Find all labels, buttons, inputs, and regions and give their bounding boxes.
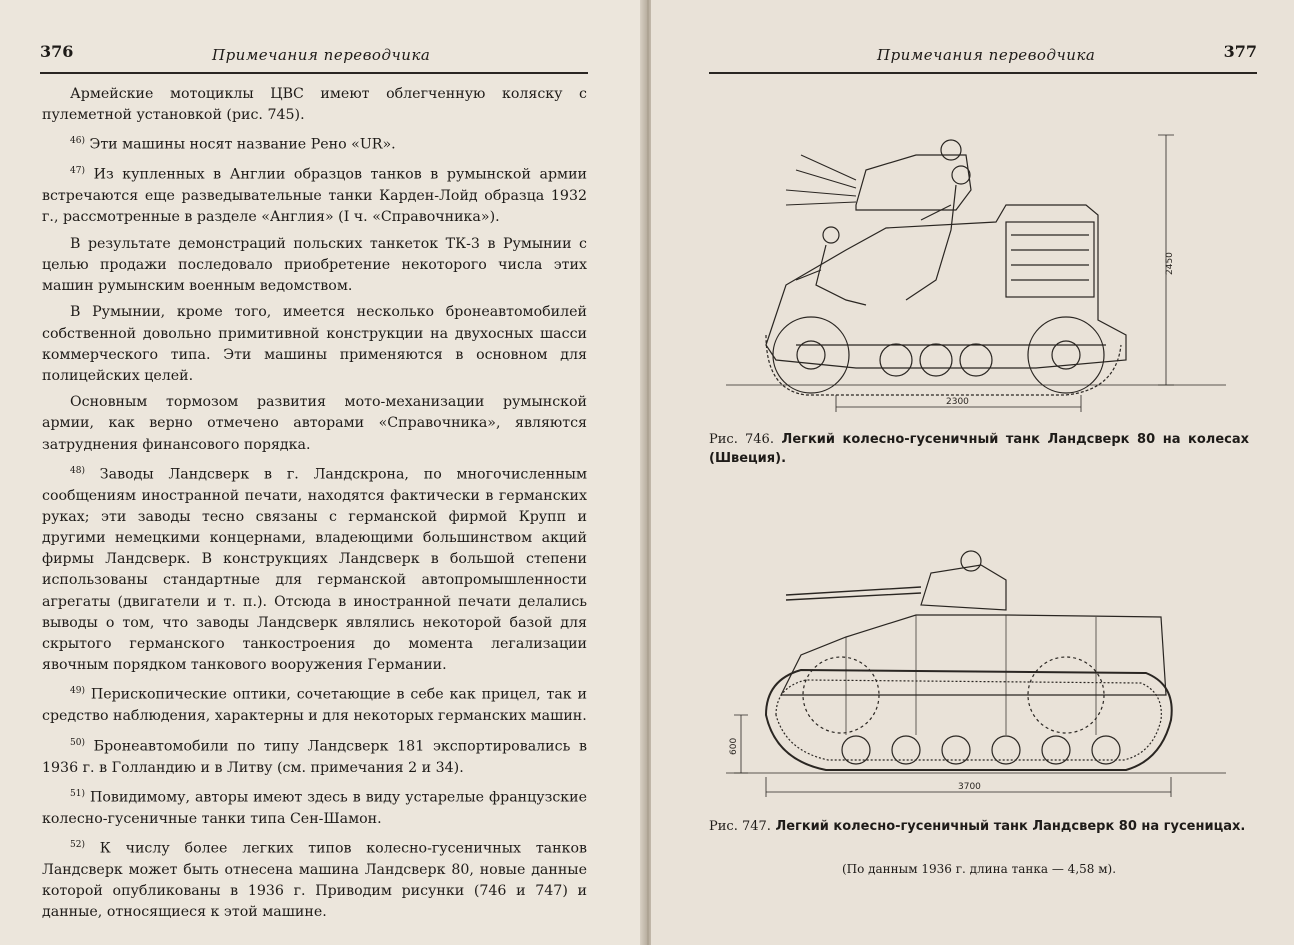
footnote-marker: 46) — [70, 136, 85, 147]
left-page — [0, 0, 645, 945]
paragraph — [42, 302, 587, 387]
footnote-marker: 50) — [70, 737, 85, 748]
figure-746-length-label: 2300 — [946, 397, 969, 407]
paragraph — [42, 784, 587, 830]
paragraph-text: Бронеавтомобили по типу Ландсверк 181 экспортировались в 1936 г. в Голландию и в Литву (см. примечания 2 и 34). — [42, 738, 587, 776]
paragraph — [42, 835, 587, 924]
figure-746-number: Рис. 746. — [709, 432, 774, 447]
left-page-body — [42, 84, 587, 928]
footnote-marker: 51) — [70, 788, 85, 799]
paragraph-text: В результате демонстраций польских танкеток ТК-3 в Румынии с целью продажи последовало приобретение некоторого числа этих машин румынским военным ведомством. — [42, 235, 587, 295]
paragraph-text: В Румынии, кроме того, имеется несколько бронеавтомобилей собственной довольно примитивной конструкции на двухосных шасси коммерческого типа. Эти машины применяются в основном для полицейских целей. — [42, 304, 587, 384]
footnote-marker: 47) — [70, 166, 85, 177]
figure-746-height-label: 2450 — [1165, 252, 1175, 275]
paragraph — [42, 131, 587, 156]
figure-747-drawing — [706, 545, 1246, 810]
figure-747-note: (По данным 1936 г. длина танка — 4,58 м). — [841, 862, 1117, 876]
right-page-header — [709, 42, 1257, 74]
paragraph-text: Основным тормозом развития мото-механизации румынской армии, как верно отмечено авторами «Справочника», являются затруднения финансового порядка. — [42, 394, 587, 453]
paragraph — [42, 733, 587, 779]
figure-746-caption-text: Легкий колесно-гусеничный танк Ландсверк 80 на колесах (Швеция). — [709, 432, 1249, 466]
footnote-marker: 52) — [70, 839, 85, 850]
figure-746-drawing — [706, 110, 1246, 420]
figure-747-length-label: 3700 — [958, 782, 981, 792]
page-number: 376 — [40, 42, 74, 61]
paragraph — [42, 461, 587, 677]
footnote-marker: 48) — [70, 465, 85, 476]
paragraph-text: Перископические оптики, сочетающие в себе как прицел, так и средство наблюдения, характерны и для некоторых германских машин. — [42, 687, 587, 725]
figure-747-caption — [709, 817, 1249, 836]
left-page-header — [40, 42, 588, 74]
paragraph-text: Армейские мотоциклы ЦВС имеют облегченную коляску с пулеметной установкой (рис. 745). — [42, 86, 587, 124]
right-page — [651, 0, 1294, 945]
paragraph — [42, 234, 587, 298]
paragraph — [42, 161, 587, 228]
figure-747-number: Рис. 747. — [709, 819, 771, 834]
footnote-marker: 49) — [70, 686, 85, 697]
running-head: Примечания переводчика — [212, 46, 431, 64]
paragraph-text: Заводы Ландсверк в г. Ландскрона, по многочисленным сообщениям иностранной печати, находятся фактически в германских руках; эти заводы тесно связаны с германской фирмой Крупп и другими немецкими концернами, владеющими большинством акций фирмы Ландсверк. В конструкциях Ландсверк в большой степени использованы стандартные для германской автопромышленности агрегаты (двигатели и т. п.). Отсюда в иностранной печати делались выводы о том, что заводы Ландсверк являлись некоторой базой для скрытого германского танкостроения до момента легализации явочным порядком танкового вооружения Германии. — [42, 466, 587, 674]
running-head: Примечания переводчика — [877, 46, 1096, 64]
paragraph — [42, 392, 587, 456]
page-number: 377 — [1223, 42, 1257, 61]
paragraph — [42, 681, 587, 727]
figure-747-caption-text: Легкий колесно-гусеничный танк Ландсверк 80 на гусеницах. — [775, 819, 1246, 834]
paragraph-text: Из купленных в Англии образцов танков в румынской армии встречаются еще разведывательные танки Карден-Лойд образца 1932 г., рассмотренные в разделе «Англия» (I ч. «Справочника»). — [42, 167, 587, 226]
figure-746-caption — [709, 430, 1249, 468]
paragraph — [42, 84, 587, 126]
figure-747-height-label: 600 — [729, 737, 739, 755]
paragraph-text: Эти машины носят название Рено «UR». — [84, 137, 396, 154]
paragraph-text: К числу более легких типов колесно-гусеничных танков Ландсверк может быть отнесена машина Ландсверк 80, новые данные которой опубликованы в 1936 г. Приводим рисунки (746 и 747) и данные, относящиеся к этой машине. — [42, 840, 587, 921]
paragraph-text: Повидимому, авторы имеют здесь в виду устарелые французские колесно-гусеничные танки типа Сен-Шамон. — [42, 789, 587, 827]
